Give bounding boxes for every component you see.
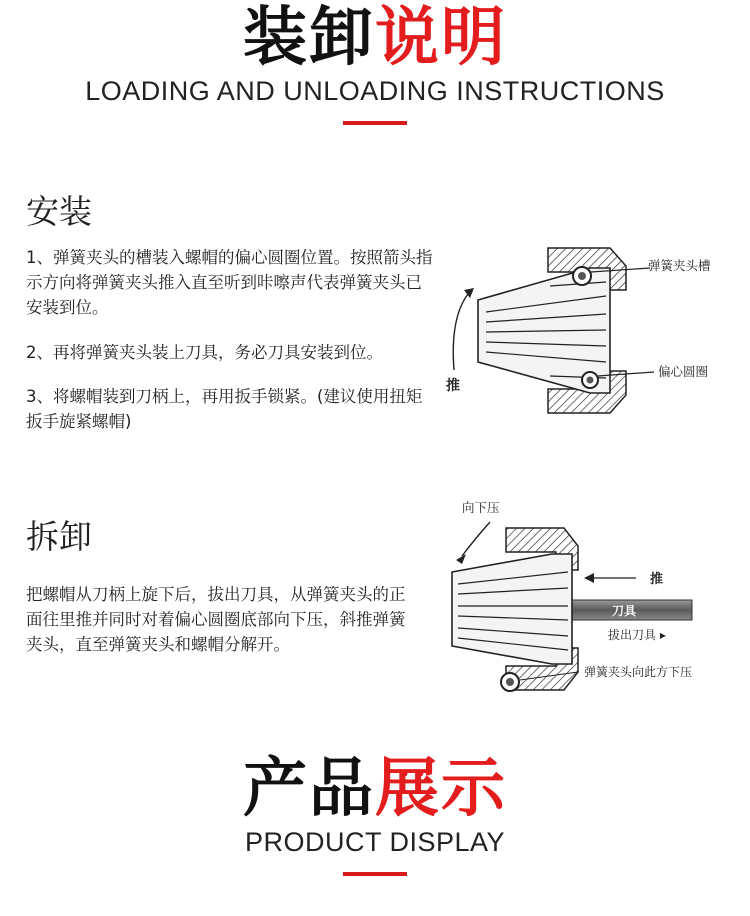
product-subtitle: PRODUCT DISPLAY — [244, 827, 506, 857]
title-underline — [343, 872, 407, 876]
remove-heading: 拆卸 — [26, 517, 92, 556]
label-press-down: 向下压 — [462, 500, 500, 515]
title-black-part: 装卸 — [243, 1, 375, 75]
instructions-subtitle: LOADING AND UNLOADING INSTRUCTIONS — [85, 76, 665, 106]
instructions-title — [0, 1, 750, 75]
press-down-arrow — [462, 522, 490, 556]
install-step-3: 3、将螺帽装到刀柄上，再用扳手锁紧。(建议使用扭矩扳手旋紧螺帽) — [26, 387, 423, 431]
label-push: 推 — [446, 378, 460, 394]
install-heading: 安装 — [26, 192, 92, 231]
label-press-collet: 弹簧夹头向此方下压 — [584, 665, 693, 679]
push-arrow-head — [584, 573, 594, 583]
collet-body — [452, 554, 572, 664]
label-pull-tool: 拔出刀具 ▸ — [608, 628, 666, 642]
install-step-1: 1、弹簧夹头的槽装入螺帽的偏心圆圈位置。按照箭头指示方向将弹簧夹头推入直至听到咔嚓声代表弹簧夹头已安装到位。 — [26, 248, 433, 317]
remove-diagram — [440, 494, 740, 694]
label-collet-slot: 弹簧夹头槽 — [648, 258, 711, 273]
install-step-2: 2、再将弹簧夹头装上刀具，务必刀具安装到位。 — [26, 343, 383, 362]
title-red-part: 说明 — [375, 1, 507, 75]
remove-instructions: 把螺帽从刀柄上旋下后，拔出刀具，从弹簧夹头的正面往里推并同时对着偏心圆圈底部向下压，斜推弹簧夹头，直至弹簧夹头和螺帽分解开。 — [26, 585, 406, 654]
install-diagram — [440, 238, 740, 423]
label-tool: 刀具 — [612, 604, 637, 618]
title-red-part: 展示 — [375, 752, 507, 826]
product-title — [0, 752, 750, 826]
instructions-header — [0, 1, 750, 125]
label-push: 推 — [650, 572, 664, 587]
push-arrow — [453, 294, 468, 370]
title-black-part: 产品 — [243, 752, 375, 826]
title-underline — [343, 121, 407, 125]
label-eccentric-ring: 偏心圆圈 — [658, 364, 709, 379]
product-header — [0, 752, 750, 876]
